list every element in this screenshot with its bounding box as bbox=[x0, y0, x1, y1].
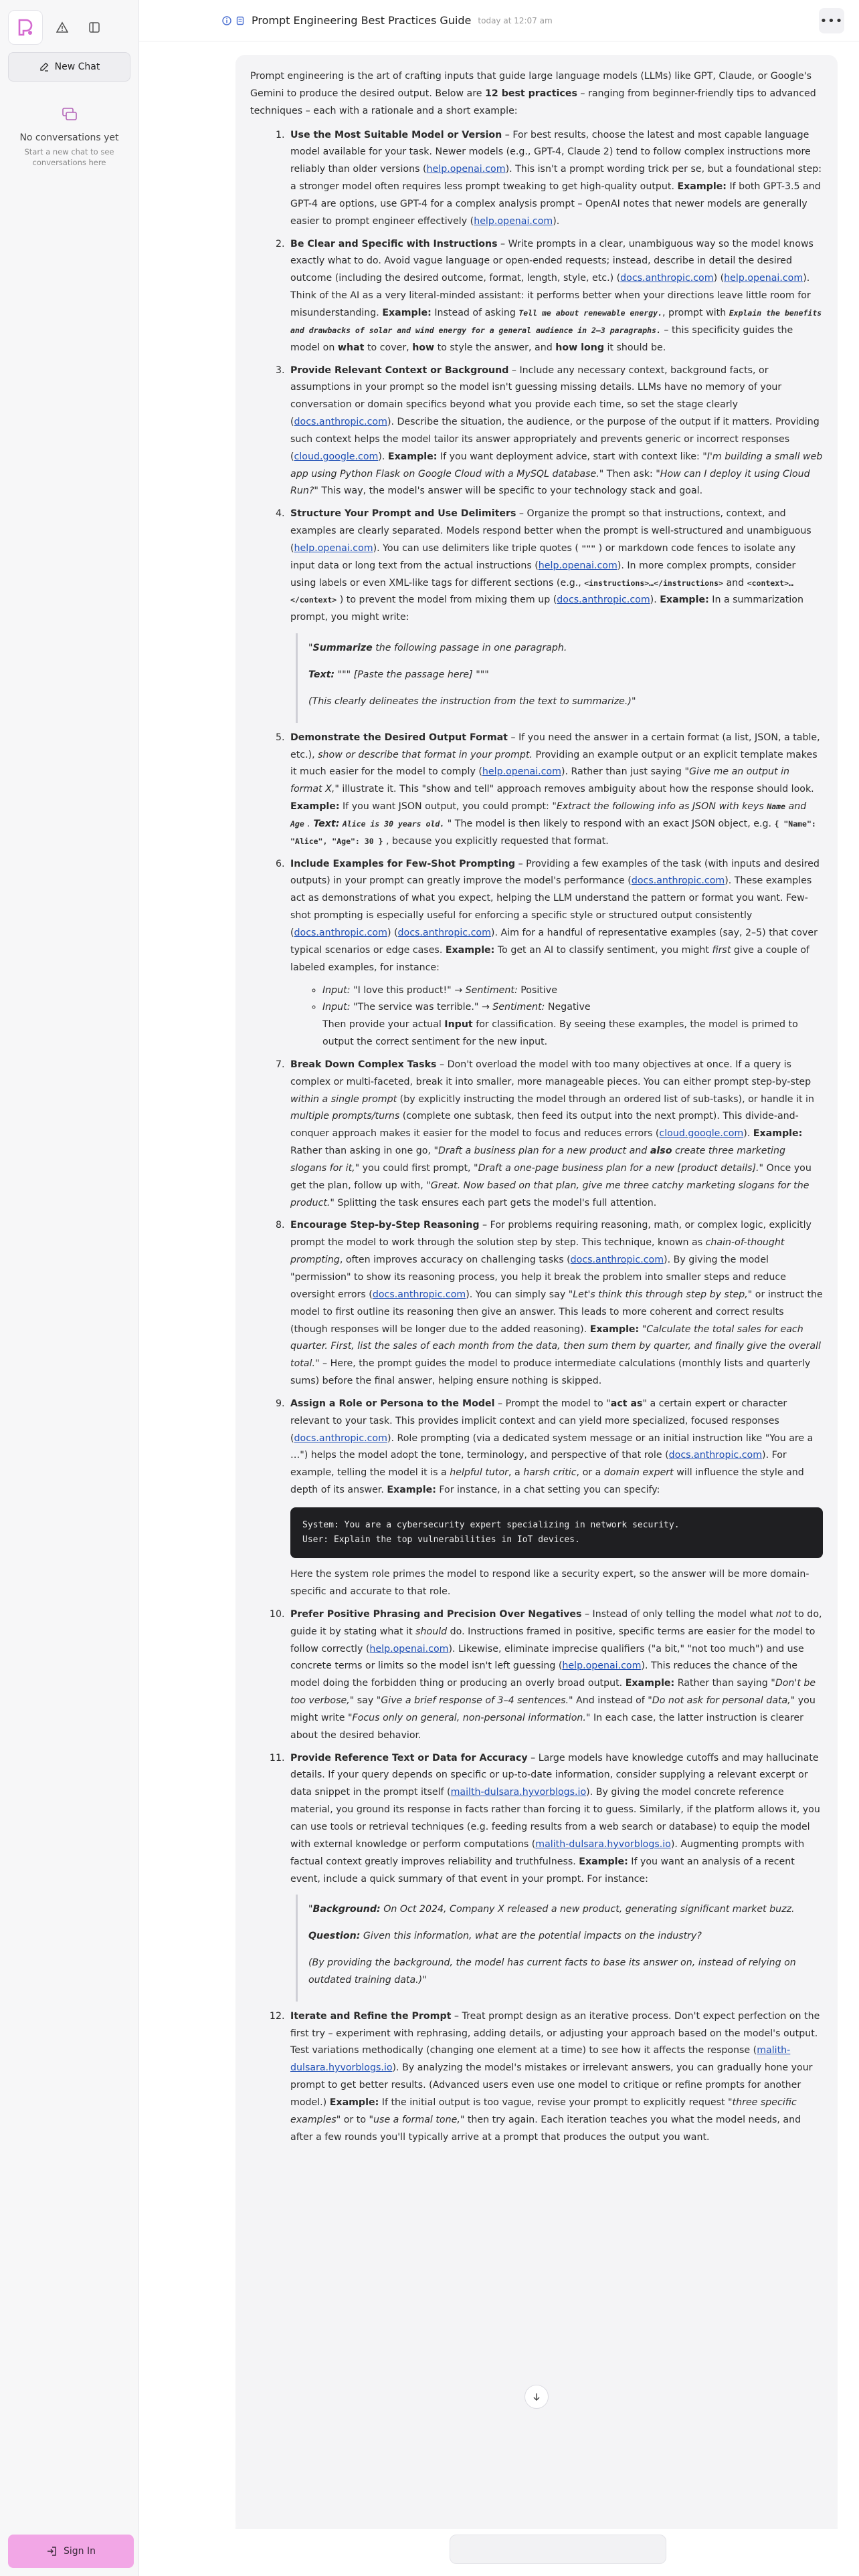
source-link[interactable]: docs.anthropic.com bbox=[668, 1450, 763, 1461]
list-item: 7. Break Down Complex Tasks – Don't overload the model with too many objectives at once. If a query is complex or multi-faceted, break it into smaller, more manageable pieces. You can either prompt step-by-step within a single prompt (by explicitly instructing the model through an ordered list of sub-tasks), or handle it in multiple prompts/turns (complete one subtask, then feed its output into the next prompt). This divide-and-conquer approach makes it easier for the model to focus and reduces errors (cloud.google.com). Example: Rather than asking in one go, "Draft a business plan for a new product and also create three marketing slogans for it," you could first prompt, "Draft a one-page business plan for a new [product details]." Once you get the plan, follow up with, "Great. Now based on that plan, give me three catchy marketing slogans for the product." Splitting the task ensures each part gets the model's full attention. bbox=[288, 1057, 823, 1212]
sidebar bbox=[0, 0, 139, 2576]
sign-in-label: Sign In bbox=[64, 2546, 96, 2557]
code-block: System: You are a cybersecurity expert specializing in network security. User: Explain the top vulnerabilities in IoT devices. bbox=[290, 1507, 823, 1558]
source-link[interactable]: help.openai.com bbox=[426, 164, 506, 175]
source-link[interactable]: docs.anthropic.com bbox=[620, 273, 714, 284]
list-item: 11. Provide Reference Text or Data for Accuracy – Large models have knowledge cutoffs and may hallucinate details. If your query depends on specific or up-to-date information, consider supplying a relevant excerpt or data snippet in the prompt itself (mailth-dulsara.hyvorblogs.io). By giving the model concrete reference material, you ground its response in facts rather than forcing it to guess. Similarly, if the platform allows it, you can use tools or retrieval techniques (e.g. feeding results from a web search or database) to equip the model with external knowledge or perform computations (malith-dulsara.hyvorblogs.io). Augmenting prompts with factual context greatly improves reliability and truthfulness. Example: If you want an analysis of a recent event, include a quick summary of that event in your prompt. For instance: "Background: On Oct 2024, Company X released a new product, generating significant market buzz. Question: Given this information, what are the potential impacts on the industry? (By providing the background, the model has current facts to base its answer on, instead of relying on outdated training data.)" bbox=[288, 1750, 823, 2002]
source-link[interactable]: help.openai.com bbox=[474, 215, 553, 227]
source-link[interactable]: malith-dulsara.hyvorblogs.io bbox=[290, 2045, 791, 2074]
more-options-button[interactable]: ••• bbox=[819, 8, 844, 33]
chat-bubble-icon bbox=[61, 106, 78, 123]
edit-icon bbox=[39, 62, 50, 72]
source-link[interactable]: docs.anthropic.com bbox=[294, 1432, 387, 1444]
warning-icon[interactable] bbox=[50, 15, 75, 40]
source-link[interactable]: mailth-dulsara.hyvorblogs.io bbox=[450, 1787, 587, 1798]
source-link[interactable]: docs.anthropic.com bbox=[294, 927, 387, 938]
list-item: 12. Iterate and Refine the Prompt – Treat prompt design as an iterative process. Don't expect perfection on the first try – experiment with rephrasing, adding details, or adjusting your approach based on the model's output. Test variations methodically (changing one element at a time) to see how it affects the response (malith-dulsara.hyvorblogs.io). By analyzing the model's mistakes or irrelevant answers, you can gradually hone your prompt to get better results. (Advanced users even use one model to critique or refine prompts for another model.) Example: If the initial output is too vague, revise your prompt to explicitly request "three specific examples" or to "use a formal tone," then try again. Each iteration teaches you what the model needs, and after a few rounds you'll typically arrive at a prompt that produces the output you want. bbox=[288, 2008, 823, 2147]
top-bar bbox=[139, 0, 859, 41]
info-icon[interactable] bbox=[222, 16, 231, 25]
conversation-timestamp: today at 12:07 am bbox=[478, 15, 553, 25]
list-item: 10. Prefer Positive Phrasing and Precision Over Negatives – Instead of only telling the model what not to do, guide it by stating what it should do. Instructions framed in positive, specific terms are easier for the model to follow correctly (help.openai.com). Likewise, eliminate imprecise qualifiers ("a bit," "not too much") and use concrete terms or limits so the model isn't left guessing (help.openai.com). This reduces the chance of the model doing the forbidden thing or producing an overly broad output. Example: Rather than saying "Don't be too verbose," say "Give a brief response of 3–4 sentences." And instead of "Do not ask for personal data," you might write "Focus only on general, non-personal information." In each case, the latter instruction is clearer about the desired behavior. bbox=[288, 1606, 823, 1745]
empty-subtitle: Start a new chat to see conversations here bbox=[24, 147, 114, 167]
source-link[interactable]: help.openai.com bbox=[482, 766, 561, 778]
source-link[interactable]: help.openai.com bbox=[562, 1660, 642, 1672]
list-item: 8. Encourage Step-by-Step Reasoning – For problems requiring reasoning, math, or complex logic, explicitly prompt the model to work through the solution step by step. This technique, known as chain-of-thought prompting, often improves accuracy on challenging tasks (docs.anthropic.com). By giving the model "permission" to show its reasoning process, you help it break the problem into smaller steps and reduce oversight errors (docs.anthropic.com). You can simply say "Let's think this through step by step," or instruct the model to first outline its reasoning then give an answer. This leads to more coherent and correct results (though responses will be longer due to the added reasoning). Example: "Calculate the total sales for each quarter. First, list the sales of each month from the data, then sum them by quarter, and finally give the overall total." – Here, the prompt guides the model to produce intermediate calculations (monthly lists and quarterly sums) before the final answer, helping ensure nothing is skipped. bbox=[288, 1217, 823, 1390]
source-link[interactable]: malith-dulsara.hyvorblogs.io bbox=[535, 1838, 671, 1850]
list-item: 4. Structure Your Prompt and Use Delimiters – Organize the prompt so that instructions, context, and examples are clearly separated. Models respond better when the prompt is well-structured and unambiguous (help.openai.com). You can use delimiters like triple quotes ( """ ) or markdown code fences to isolate any input data or long text from the actual instructions (help.openai.com). In more complex prompts, consider using labels or even XML-like tags for different sections (e.g., <instructions>…</instructions> and <context>…</context> ) to prevent the model from mixing them up (docs.anthropic.com). Example: In a summarization prompt, you might write: "Summarize the following passage in one paragraph. Text: """ [Paste the passage here] """ (This clearly delineates the instruction from the text to summarize.)" bbox=[288, 506, 823, 722]
source-link[interactable]: docs.anthropic.com bbox=[294, 417, 387, 428]
empty-title: No conversations yet bbox=[19, 132, 119, 143]
collapse-sidebar-icon[interactable] bbox=[82, 15, 107, 40]
source-link[interactable]: docs.anthropic.com bbox=[372, 1289, 466, 1300]
example-list: ◦ Input: "I love this product!" → Sentiment: Positive ◦ Input: "The service was terrible." → Sentiment: Negative Then provide your actual Input for classification. By seeing these examples, the model is primed to output the correct sentiment for the new input. bbox=[290, 982, 823, 1051]
example-quote: "Summarize the following passage in one paragraph. Text: """ [Paste the passage here] """ (This clearly delineates the instruction from the text to summarize.)" bbox=[296, 633, 823, 723]
new-chat-label: New Chat bbox=[54, 62, 100, 72]
list-item: 1. Use the Most Suitable Model or Version – For best results, choose the latest and most capable language model available for your task. Newer models (e.g., GPT-4, Claude 2) tend to follow complex instructions more reliably than older versions (help.openai.com). This isn't a prompt wording trick per se, but a foundational step: a stronger model often requires less prompt tweaking to get high-quality output. Example: If both GPT-3.5 and GPT-4 are options, use GPT-4 for a complex analysis prompt – OpenAI notes that newer models are generally easier to prompt engineer effectively (help.openai.com). bbox=[288, 127, 823, 231]
sign-in-button[interactable] bbox=[8, 2535, 134, 2568]
new-chat-button[interactable] bbox=[8, 52, 130, 82]
scroll-down-button[interactable] bbox=[524, 2385, 549, 2409]
source-link[interactable]: help.openai.com bbox=[724, 273, 803, 284]
source-link[interactable]: docs.anthropic.com bbox=[397, 927, 491, 938]
best-practices-list bbox=[250, 127, 823, 2147]
empty-state bbox=[0, 106, 138, 168]
conversation-title: Prompt Engineering Best Practices Guide bbox=[252, 14, 472, 27]
source-link[interactable]: cloud.google.com bbox=[659, 1128, 744, 1140]
source-link[interactable]: help.openai.com bbox=[294, 542, 373, 554]
sign-in-icon bbox=[46, 2546, 57, 2557]
intro-paragraph: Prompt engineering is the art of crafting inputs that guide large language models (LLMs) like GPT, Claude, or Google's Gemini to produce the desired output. Below are 12 best practices – ranging from beginner-friendly tips to advanced techniques – each with a rationale and a short example: bbox=[250, 71, 816, 116]
message-composer[interactable] bbox=[450, 2535, 666, 2564]
source-link[interactable]: help.openai.com bbox=[538, 560, 617, 571]
assistant-message bbox=[235, 55, 838, 2529]
list-item: 6. Include Examples for Few-Shot Prompting – Providing a few examples of the task (with inputs and desired outputs) in your prompt can greatly improve the model's performance (docs.anthropic.com). These examples act as demonstrations of what you expect, helping the LLM understand the pattern or format you want. Few-shot prompting is especially useful for enforcing a specific style or structured output consistently (docs.anthropic.com) (docs.anthropic.com). Aim for a handful of representative examples (say, 2–5) that cover typical scenarios or edge cases. Example: To get an AI to classify sentiment, you might first give a couple of labeled examples, for instance: ◦ Input: "I love this product!" → Sentiment: Positive ◦ Input: "The service was terrible." → Sentiment: Negative Then provide your actual Input for classification. By seeing these examples, the model is primed to output the correct sentiment for the new input. bbox=[288, 856, 823, 1051]
list-item: 9. Assign a Role or Persona to the Model – Prompt the model to "act as" a certain expert or character relevant to your task. This provides implicit context and can yield more specialized, focused responses (docs.anthropic.com). Role prompting (via a dedicated system message or an initial instruction like "You are a …") helps the model adopt the tone, terminology, and perspective of that role (docs.anthropic.com). For example, telling the model it is a helpful tutor, a harsh critic, or a domain expert will influence the style and depth of its answer. Example: For instance, in a chat setting you can specify: System: You are a cybersecurity expert specializing in network security. User: Explain the top vulnerabilities in IoT devices. Here the system role primes the model to respond like a security expert, so the answer will be more domain-specific and accurate to that role. bbox=[288, 1396, 823, 1601]
source-link[interactable]: cloud.google.com bbox=[294, 451, 379, 462]
list-item: 2. Be Clear and Specific with Instructions – Write prompts in a clear, unambiguous way so the model knows exactly what to do. Avoid vague language or open-ended requests; instead, describe in detail the desired outcome (including the desired outcome, format, length, style, etc.) (docs.anthropic.com) (help.openai.com). Think of the AI as a very literal-minded assistant: it performs better when your directions leave little room for misunderstanding. Example: Instead of asking Tell me about renewable energy., prompt with Explain the benefits and drawbacks of solar and wind energy for a general audience in 2–3 paragraphs. – this specificity guides the model on what to cover, how to style the answer, and how long it should be. bbox=[288, 236, 823, 357]
source-link[interactable]: docs.anthropic.com bbox=[570, 1255, 664, 1266]
source-link[interactable]: docs.anthropic.com bbox=[557, 595, 650, 606]
bottom-fade bbox=[235, 2494, 838, 2529]
example-quote: "Background: On Oct 2024, Company X released a new product, generating significant market buzz. Question: Given this information, what are the potential impacts on the industry? (By providing the background, the model has current facts to base its answer on, instead of relying on outdated training data.)" bbox=[296, 1895, 823, 2001]
app-logo-icon[interactable] bbox=[8, 10, 43, 45]
source-link[interactable]: docs.anthropic.com bbox=[631, 875, 725, 887]
list-item: 5. Demonstrate the Desired Output Format – If you need the answer in a certain format (a list, JSON, a table, etc.), show or describe that format in your prompt. Providing an example output or an explicit template makes it much easier for the model to comply (help.openai.com). Rather than just saying "Give me an output in format X," illustrate it. This "show and tell" approach removes ambiguity about how the response should look. Example: If you want JSON output, you could prompt: "Extract the following info as JSON with keys Name and Age . Text: Alice is 30 years old. " The model is then likely to respond with an exact JSON object, e.g. { "Name": "Alice", "Age": 30 } , because you explicitly requested that format. bbox=[288, 730, 823, 851]
document-icon[interactable] bbox=[235, 16, 245, 25]
source-link[interactable]: help.openai.com bbox=[369, 1643, 449, 1654]
arrow-down-icon bbox=[532, 2392, 541, 2401]
list-item: 3. Provide Relevant Context or Background – Include any necessary context, background facts, or assumptions in your prompt so the model isn't guessing missing details. LLMs have no memory of your conversation or domain specifics beyond what you provide each time, so set the stage clearly (docs.anthropic.com). Describe the situation, the audience, or the purpose of the output if it matters. Providing such context helps the model tailor its answer appropriately and prevents generic or incorrect responses (cloud.google.com). Example: If you want deployment advice, start with context like: "I'm building a small web app using Python Flask on Google Cloud with a MySQL database." Then ask: "How can I deploy it using Cloud Run?" This way, the model's answer will be specific to your technology stack and goal. bbox=[288, 362, 823, 501]
